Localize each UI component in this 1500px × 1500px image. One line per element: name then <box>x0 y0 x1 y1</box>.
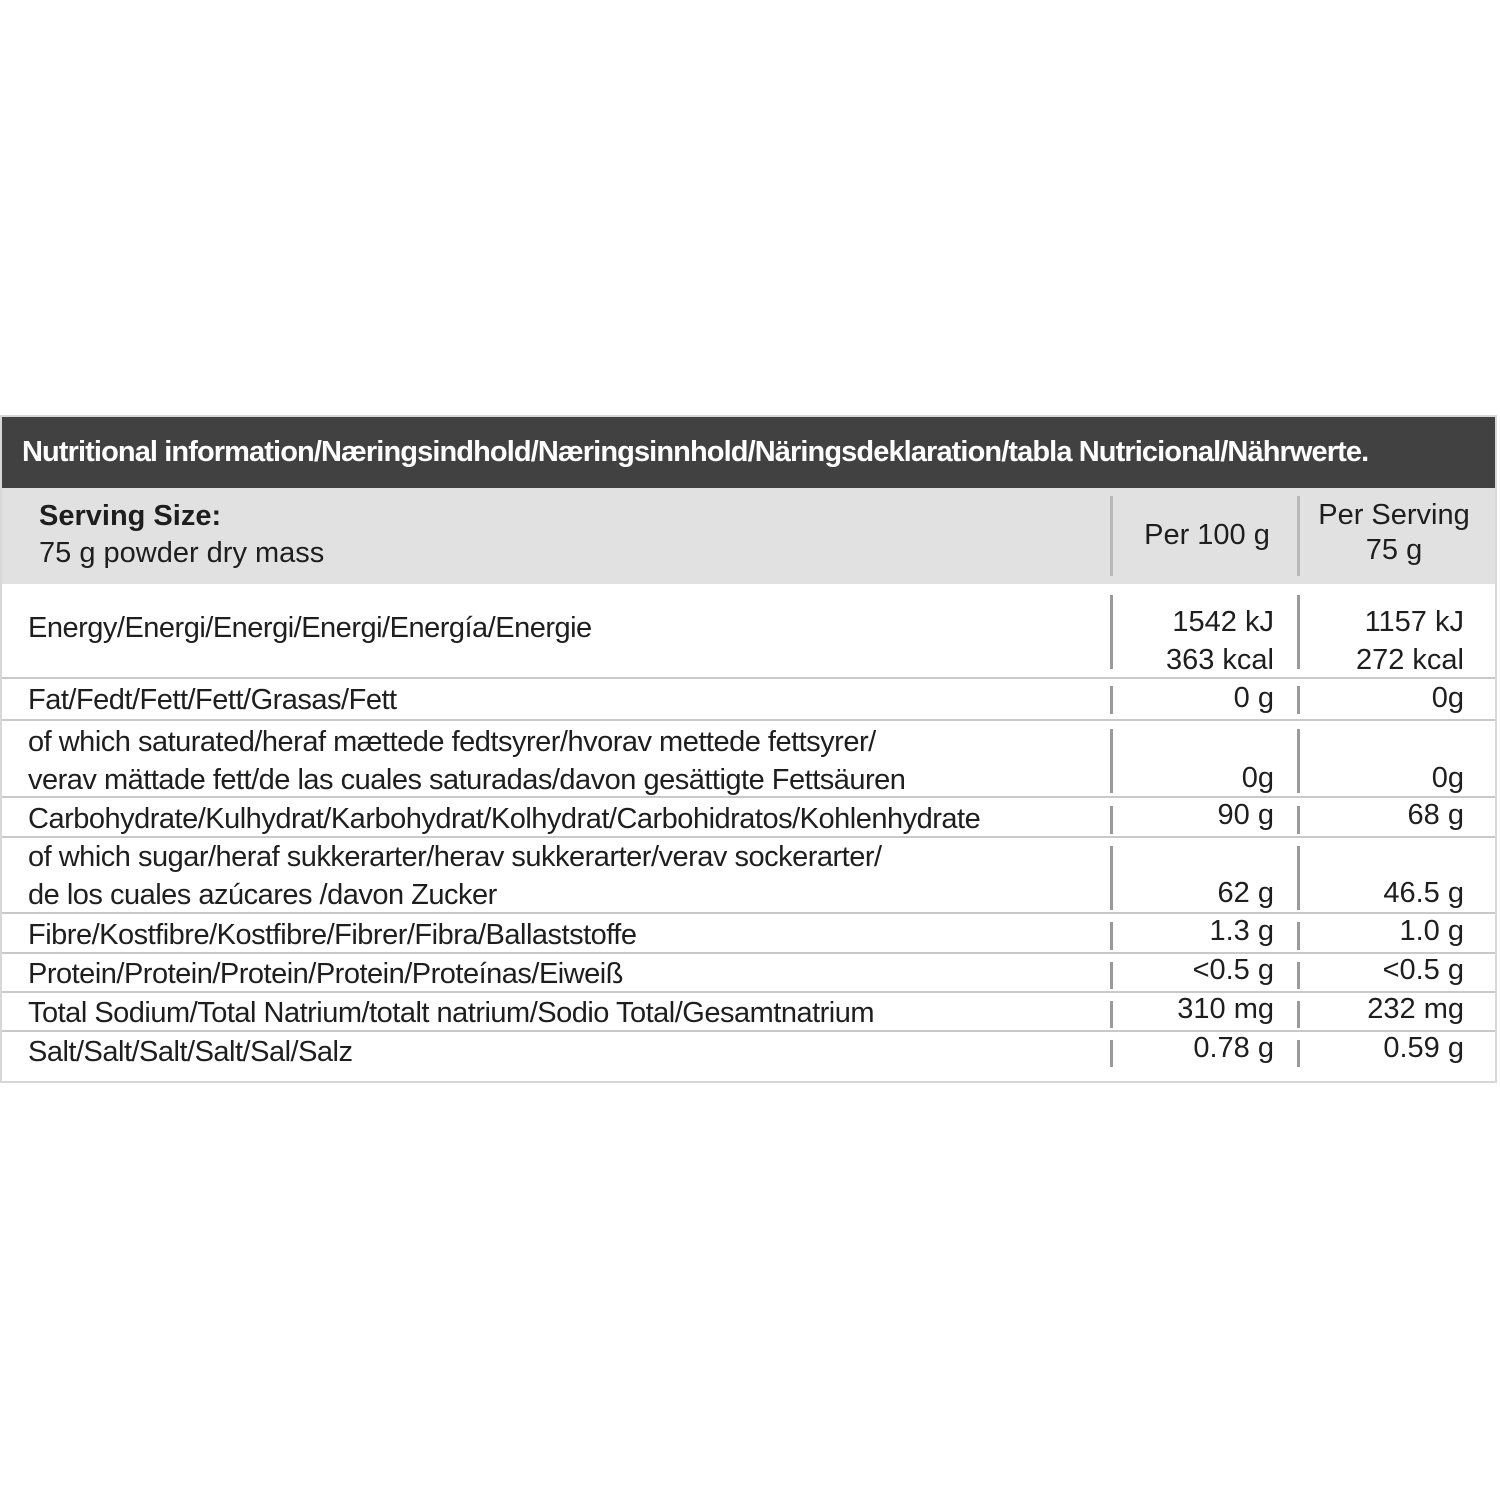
nutrient-label: of which saturated/heraf mættede fedtsyrer/hvorav mettede fettsyrer/ <box>28 726 876 758</box>
value-per-serving: 46.5 g <box>1383 877 1464 909</box>
value-per-100g-secondary: 363 kcal <box>1165 644 1274 676</box>
nutrient-label: Carbohydrate/Kulhydrat/Karbohydrat/Kolhydrat/Carbohidratos/Kohlenhydrate <box>28 803 981 835</box>
value-per-serving: <0.5 g <box>1382 954 1464 986</box>
nutrient-label: of which sugar/heraf sukkerarter/herav sukkerarter/verav sockerarter/ <box>28 841 882 873</box>
value-per-100g: 1542 kJ <box>1172 606 1274 638</box>
value-per-100g: 0 g <box>1233 682 1274 714</box>
value-per-100g: 62 g <box>1217 877 1274 909</box>
row-divider <box>1297 962 1300 989</box>
value-per-serving: 0g <box>1431 682 1464 714</box>
nutrient-label: Total Sodium/Total Natrium/totalt natrium/Sodio Total/Gesamtnatrium <box>28 997 875 1029</box>
row-divider <box>1110 922 1113 950</box>
table-title: Nutritional information/Næringsindhold/Næringsinnhold/Näringsdeklaration/tabla Nutricional/Nährwerte. <box>2 417 1495 488</box>
serving-size-value: 75 g powder dry mass <box>39 537 325 569</box>
nutrient-label: Fat/Fedt/Fett/Fett/Grasas/Fett <box>28 684 397 716</box>
row-divider <box>1297 1040 1300 1067</box>
nutrient-label: Salt/Salt/Salt/Salt/Sal/Salz <box>28 1036 353 1068</box>
nutrient-label: Fibre/Kostfibre/Kostfibre/Fibrer/Fibra/Ballaststoffe <box>28 919 637 951</box>
row-divider <box>1110 962 1113 989</box>
row-divider <box>1110 806 1113 834</box>
column-per-serving-line2: 75 g <box>1365 534 1423 566</box>
value-per-serving: 232 mg <box>1367 993 1464 1025</box>
table-row <box>2 798 1495 838</box>
table-header <box>2 488 1495 584</box>
nutrition-table <box>0 415 1497 1083</box>
table-row <box>2 721 1495 798</box>
value-per-100g: 0g <box>1241 762 1274 794</box>
value-per-serving: 0g <box>1431 762 1464 794</box>
value-per-serving: 0.59 g <box>1383 1032 1464 1064</box>
table-row <box>2 838 1495 914</box>
table-row <box>2 1032 1495 1082</box>
value-per-100g: 1.3 g <box>1209 915 1274 947</box>
row-divider <box>1110 595 1113 669</box>
column-per-100g: Per 100 g <box>1144 519 1270 551</box>
row-divider <box>1110 1040 1113 1067</box>
value-per-100g: 90 g <box>1217 799 1274 831</box>
row-divider <box>1110 686 1113 714</box>
table-row <box>2 595 1495 679</box>
column-per-serving-line1: Per Serving <box>1318 499 1470 531</box>
value-per-serving: 1157 kJ <box>1364 606 1464 638</box>
row-divider <box>1297 686 1300 714</box>
row-divider <box>1110 1001 1113 1028</box>
row-divider <box>1297 1001 1300 1028</box>
nutrient-label-line2: verav mättade fett/de las cuales saturadas/davon gesättigte Fettsäuren <box>28 764 906 796</box>
value-per-100g: <0.5 g <box>1192 954 1274 986</box>
row-divider <box>1297 806 1300 834</box>
table-row <box>2 679 1495 721</box>
value-per-serving: 1.0 g <box>1399 915 1464 947</box>
row-divider <box>1110 729 1113 793</box>
table-row <box>2 993 1495 1032</box>
nutrient-label: Protein/Protein/Protein/Protein/Proteínas/Eiweiß <box>28 958 623 990</box>
table-row <box>2 954 1495 993</box>
row-divider <box>1297 846 1300 910</box>
row-divider <box>1297 595 1300 669</box>
value-per-serving-secondary: 272 kcal <box>1355 644 1464 676</box>
nutrient-rows <box>2 595 1495 1082</box>
table-row <box>2 914 1495 954</box>
value-per-serving: 68 g <box>1407 799 1464 831</box>
column-per-serving <box>1299 498 1489 568</box>
row-divider <box>1297 922 1300 950</box>
row-divider <box>1297 729 1300 793</box>
value-per-100g: 310 mg <box>1177 993 1274 1025</box>
row-divider <box>1110 846 1113 910</box>
serving-size-label: Serving Size: <box>39 500 222 532</box>
nutrient-label: Energy/Energi/Energi/Energi/Energía/Energie <box>28 612 592 644</box>
value-per-100g: 0.78 g <box>1193 1032 1274 1064</box>
nutrient-label-line2: de los cuales azúcares /davon Zucker <box>28 879 497 911</box>
